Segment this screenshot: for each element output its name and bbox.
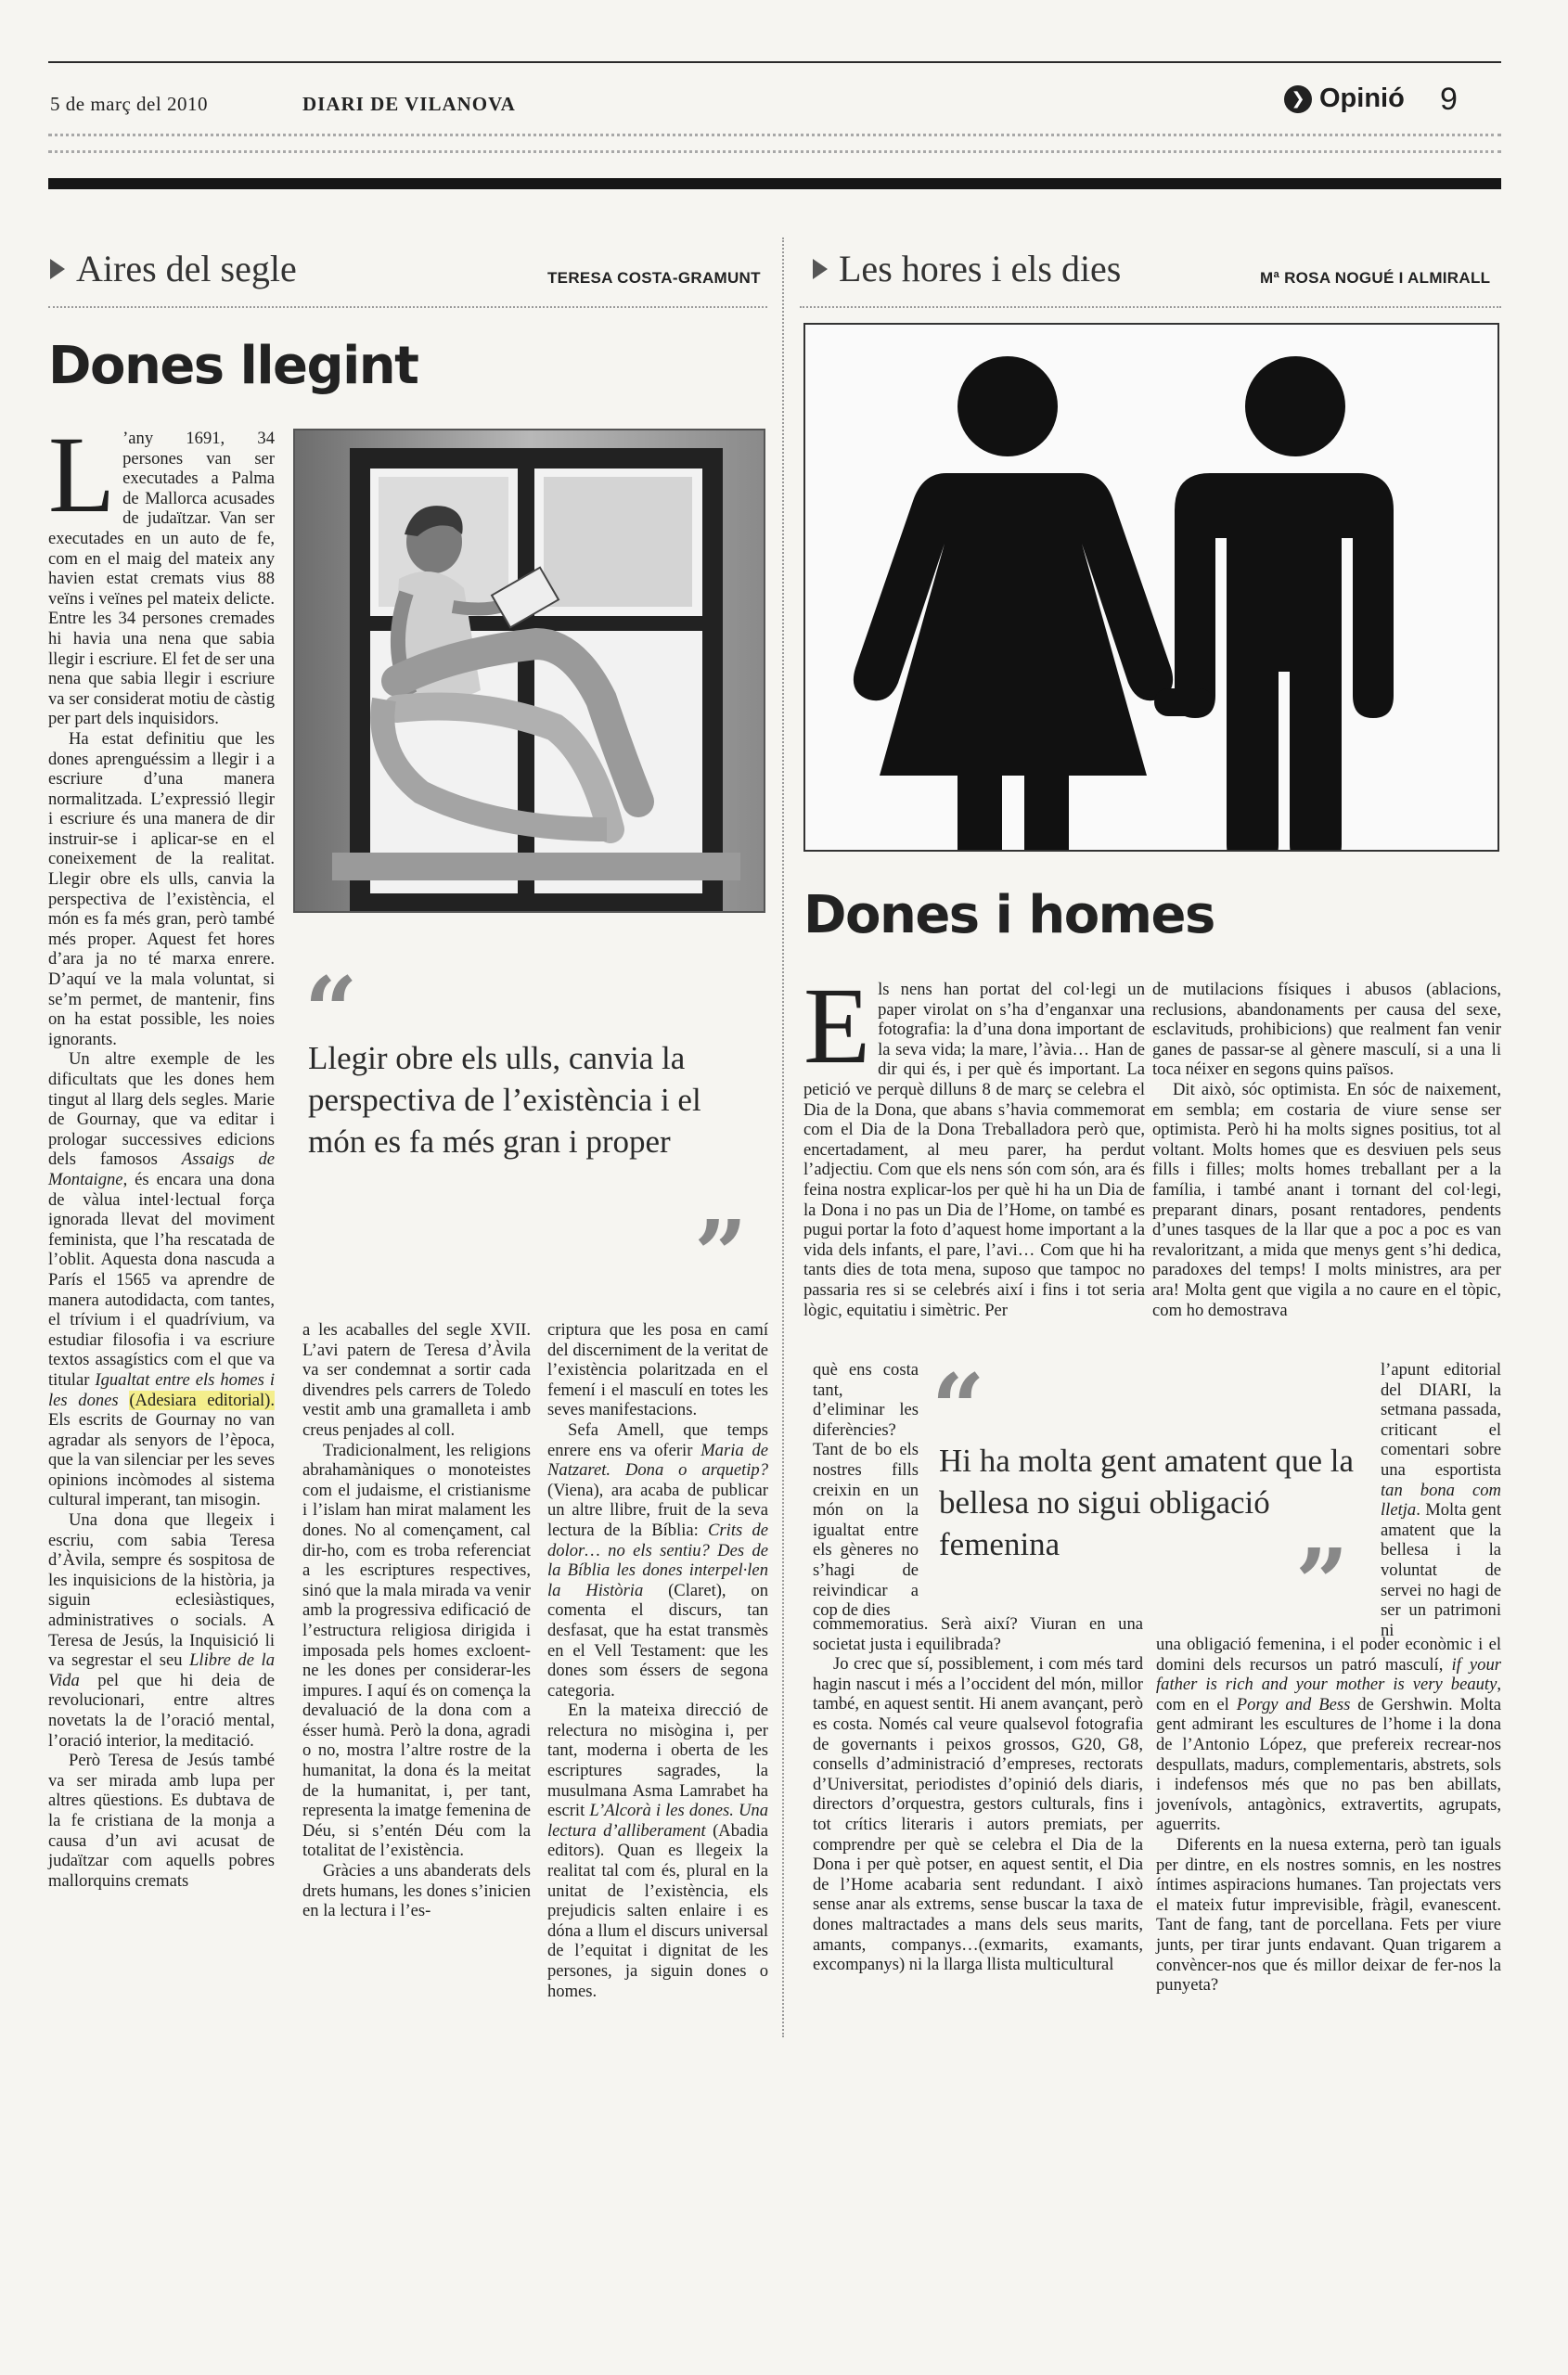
open-quote-icon: “ — [304, 956, 358, 1066]
paragraph: Tradicionalment, les religions abrahamàniques o monoteistes com el judaisme, el cristianisme i l’islam han mirat malament les dones. No al començament, cal dir-ho, com es troba referenciat a les escriptures respectives, sinó que la mala mirada va venir amb la progressiva edificació de l’estructura religiosa dirigida i imposada pels homes excloent-ne les dones per considerar-les impures. I aquí és on comença la devaluació de la dona com a ésser humà. Però la dona, agradi o no, mostra l’altre rostre de la humanitat, la dona és la meitat de la humanitat, i, per tant, representa la imatge femenina de Déu, si s’entén Déu com la totalitat de l’existència. — [302, 1440, 531, 1861]
section-label — [1284, 83, 1405, 114]
left-header-divider — [48, 306, 767, 308]
right-header-divider — [800, 306, 1501, 308]
paragraph: , és encara una dona de vàlua intel·lectual força ignorada llevat del moviment feminista, que l’ha rescatada de l’oblit. Aquesta dona nascuda a París el 1565 va aprendre de manera autodidacta, com tantes, el trívium i el quadrívium, va estudiar filosofia i va escriure textos assagístics com el que va titular — [48, 1169, 275, 1390]
header-dotted-rule-1 — [48, 134, 1501, 136]
quoted-phrase: if your father is rich and your mother is very beauty — [1156, 1654, 1501, 1695]
paragraph: l’apunt editorial del DIARI, la setmana passada, criticant el comentari sobre una esportista — [1381, 1360, 1501, 1480]
column-title-right — [813, 247, 1121, 290]
article-right-colA-bottom — [813, 1614, 1143, 1975]
book-title: Crits de dolor… no els sentiu? Des de la Bíblia les dones interpel·len la Història — [547, 1520, 769, 1600]
author-left: TERESA COSTA-GRAMUNT — [547, 269, 761, 287]
work-title: Porgy and Bess — [1236, 1694, 1351, 1714]
paragraph: ’any 1691, 34 persones van ser executades a Palma de Mallorca acusades de judaïtzar. Van ser executades en un auto de fe, com en el maig del mateix any havien estat cremats vius 88 veïns i veïnes pel mateix delicte. Entre les 34 persones cremades hi havia una nena que sabia llegir i escriure. El fet de ser una nena que sabia llegir i escriure va ser considerat motiu de càstig per part dels inquisidors. — [48, 429, 275, 729]
column-title-left-text: Aires del segle — [76, 248, 297, 289]
paragraph: ls nens han portat del col·legi un paper virolat on s’ha d’enganxar una fotografia: la d’una dona important de la seva vida; la mare, l’àvia… Han de dir qui és, i per què és important. La petició ve perquè dilluns 8 de març se celebra el Dia de la Dona, que abans s’havia commemorat com el Dia de la Dona Treballadora però que, encertadament, al meu parer, ha perdut l’adjectiu. Com que els nens són com són, ara és feina nostra explicar-los per què hi ha un Dia de la Dona i no pas un Dia de l’Home, on també es pugui portar la foto d’aquest home important a la vida dels infants, el pare, l’avi… Com que hi ha tants dies de tota mena, suposo que tampoc no passaria res si se celebrés així i fins i tot seria lògic, equitatiu i simètric. Per — [803, 980, 1145, 1320]
headline-left: Dones llegint — [48, 336, 418, 396]
chevron-right-icon: ❯ — [1284, 85, 1312, 113]
paragraph: Sefa Amell, que temps enrere ens va oferir — [547, 1419, 768, 1460]
paragraph: En la mateixa direcció de relectura no misògina i, per tant, moderna i oberta de les escriptures sagrades, la musulmana Asma Lamrabet ha escrit — [547, 1701, 768, 1821]
headline-right: Dones i homes — [803, 885, 1215, 945]
book-title: Llibre de la Vida — [48, 1650, 275, 1690]
triangle-marker-icon — [50, 259, 65, 279]
pullquote-right: Hi ha molta gent amatent que la bellesa no sigui obligació femenina — [939, 1443, 1355, 1562]
section-name: Opinió — [1319, 83, 1405, 113]
paragraph: Però Teresa de Jesús també va ser mirada amb lupa per altres qüestions. Es dubtava de la fe cristiana de la monja a causa d’un avi acusat de judaïtzar com aquells pobres mallorquins cremats — [48, 1751, 275, 1891]
pictogram-illustration — [805, 325, 1497, 850]
article-right-colA-narrow — [813, 1360, 919, 1621]
paragraph: criptura que les posa en camí del discerniment de la veritat de l’existència polaritzada en el femení i el masculí en totes les seves manifestacions. — [547, 1320, 769, 1420]
close-quote-icon: ” — [694, 1200, 748, 1309]
paragraph: Jo crec que sí, possiblement, i com més tard hagin nascut i més a l’occident del món, millor també, en aquest sentit. Hi anem avançant, però es costa. Només cal veure qualsevol fotografia de governants i peixos grossos, G20, G8, consells d’administració d’empreses, rectorats d’Universitat, periodistes d’opinió dels diaris, directors d’orquestra, gestors culturals, fins i tot crítics literaris i autors premiats, per comprendre per què se celebra el Dia de la Dona i per què potser, en aquest sentit, el Dia de l’Home acabaria sent redundant. I això sense anar als extrems, sense buscar la taxa de dones maltractades a mans dels seus marits, amants, companys…(exmarits, examants, excompanys) ni la llarga llista multicultural — [813, 1654, 1143, 1975]
page-number: 9 — [1440, 82, 1458, 117]
article-left-col1 — [48, 414, 276, 1891]
issue-date: 5 de març del 2010 — [50, 93, 208, 115]
header-top-rule — [48, 61, 1501, 63]
paragraph: a les acaballes del segle XVII. L’avi patern de Teresa d’Àvila va ser condemnat a sortir cada divendres pels carrers de Toledo vestit amb una gramalleta i amb creus penjades al coll. — [302, 1320, 531, 1440]
author-right: Mª ROSA NOGUÉ I ALMIRALL — [1260, 269, 1491, 287]
book-title: Maria de Natzaret. Dona o arquetip? — [547, 1440, 768, 1481]
paragraph: de mutilacions físiques i abusos (ablacions, reclusions, abandonaments per causa del sexe, esclavituds, prohibicions) que realment fan venir ganes de passar-se al gènere masculí, si a una li toca néixer en segons quins països. — [1152, 980, 1501, 1080]
joined-hands-icon — [1154, 688, 1214, 716]
restroom-pictogram-figure — [803, 323, 1499, 852]
newspaper-name: DIARI DE VILANOVA — [302, 93, 516, 115]
book-title: Assaigs de Montaigne — [48, 1149, 276, 1189]
man-head-icon — [1245, 356, 1345, 456]
paragraph: Els escrits de Gournay no van agradar als senyors de l’època, que la van silenciar per les seves opinions incòmodes al sistema cultural imperant, tan misogin. — [48, 1410, 275, 1510]
paragraph: (Claret), on comenta el discurs, tan desfasat, que ha estat transmès en el Vell Testament: que les dones som éssers de segona categoria. — [547, 1580, 768, 1701]
drop-cap: L — [48, 414, 116, 535]
highlighted-text: (Adesiara editorial). — [129, 1390, 276, 1410]
article-left-col2 — [302, 1320, 531, 1921]
triangle-marker-icon — [813, 259, 828, 279]
paragraph: pel que hi deia de revolucionari, entre altres novetats la de l’oració mental, l’oració interior, la meditació. — [48, 1670, 275, 1751]
paragraph: Gràcies a uns abanderats dels drets humans, les dones s’inicien en la lectura i l’es- — [302, 1861, 531, 1921]
article-right-colB-narrow — [1381, 1360, 1501, 1640]
header-dotted-rule-2 — [48, 150, 1501, 153]
paragraph: què ens costa tant, d’eliminar les diferències? Tant de bo els nostres fills creixin en un món on la igualtat entre els gèneres no s’hagi de reivindicar a cop de dies — [813, 1360, 919, 1621]
column-title-right-text: Les hores i els dies — [839, 248, 1122, 289]
paragraph: Dit això, sóc optimista. En sóc de naixement, em sembla; em costaria de viure sense ser optimista. Però hi ha molts signes positius, tot al voltant. Molts homes que es desviuen pels seus fills i filles; molts homes treballant per a la família, i també anant i tornant del col·legi, preparant dinars, posant rentadores, pendents d’unes tasques de la llar que a poc a poc es van revaloritzant, a mida que menys gent s’hi dedica, paradoxes del temps! I molts ministres, ara per ara! Molta gent que vigila a no caure en el tòpic, com ho demostrava — [1152, 1079, 1501, 1320]
paragraph: de Gershwin. Molta gent admirant les escultures de l’home i la dona de l’Antonio López, que prefereix recrear-nos despullats, madurs, complementaris, abstrets, sols i indefensos més que no pas ben abillats, jovenívols, antagònics, extravertits, agrupats, aguerrits. — [1156, 1694, 1501, 1835]
book-title: Igualtat entre els homes i les dones — [48, 1369, 275, 1410]
paragraph: (Viena), ara acaba de publicar un altre llibre, fruit de la seva lectura de la Bíblia: — [547, 1480, 768, 1540]
book-title: L’Alcorà i les dones. Una lectura d’alliberament — [547, 1801, 768, 1841]
open-quote-icon: “ — [932, 1354, 985, 1463]
paragraph: (Abadia editors). Quan es llegeix la realitat tal com és, plural en la unitat de l’existència, els prejudicis salten enlaire i es dóna a llum el discurs universal de l’equitat i dignitat de les persones, ja siguin dones o homes. — [547, 1820, 768, 2001]
paragraph: Un altre exemple de les dificultats que les dones hem tingut al llarg dels segles. Marie de Gournay, que va editar i prologar successives edicions dels famosos — [48, 1049, 275, 1170]
paragraph: , com en el — [1156, 1675, 1501, 1714]
reading-girl-photo — [293, 429, 765, 913]
article-right-colB-bottom — [1156, 1635, 1501, 1996]
photo-illustration — [295, 430, 764, 911]
paragraph: commemoratius. Serà així? Viuran en una societat justa i equilibrada? — [813, 1614, 1143, 1654]
quoted-phrase: tan bona com lletja — [1381, 1480, 1501, 1521]
article-right-colA-top — [803, 965, 1145, 1320]
column-divider — [782, 238, 784, 2037]
pullquote-left: Llegir obre els ulls, canvia la perspectiva de l’existència i el món es fa més gran i proper — [308, 1040, 701, 1160]
paragraph: una obligació femenina, i el poder econòmic i el domini dels recursos un patró masculí, — [1156, 1635, 1501, 1675]
article-right-colB-top — [1152, 980, 1501, 1320]
drop-cap: E — [803, 965, 871, 1086]
woman-body-icon — [854, 473, 1173, 850]
paragraph: Diferents en la nuesa externa, però tan iguals per dintre, en els nostres somnis, en les nostres íntimes aspiracions humanes. Tan projectats vers el mateix futur imprevisible, fràgil, evanescent. Tant de fang, tant de porcellana. Fets per viure junts, per tirar junts endavant. Quan trigarem a convèncer-nos que és millor deixar de fer-nos la punyeta? — [1156, 1834, 1501, 1996]
paragraph: Ha estat definitiu que les dones aprenguéssim a llegir i a escriure d’una manera normalitzada. L’expressió llegir i escriure és una manera de dir instruir-se i aplicar-se en el coneixement de la realitat. Llegir obre els ulls, canvia la perspectiva de l’existència, el món es fa més gran, però també més proper. Aquest fet hores d’ara ja no té marxa enrere. D’aquí ve la mala voluntat, si se’m permet, de mantenir, fins on ha estat possible, les noies ignorants. — [48, 728, 275, 1049]
man-body-icon — [1175, 473, 1394, 850]
header-heavy-rule — [48, 178, 1501, 189]
paragraph: . Molta gent amatent que la bellesa i la voluntat de servei no hagi de ser un patrimoni ni — [1381, 1500, 1501, 1640]
close-quote-icon: ” — [1295, 1528, 1349, 1637]
column-title-left — [50, 247, 297, 290]
article-left-col3 — [547, 1320, 768, 2001]
woman-head-icon — [958, 356, 1058, 456]
paragraph: Una dona que llegeix i escriu, com sabia Teresa d’Àvila, sempre és sospitosa de les inquisicions de la història, ja siguin eclesiàstiques, administratives o socials. A Teresa de Jesús, la Inquisició li va segrestar el seu — [48, 1510, 275, 1671]
